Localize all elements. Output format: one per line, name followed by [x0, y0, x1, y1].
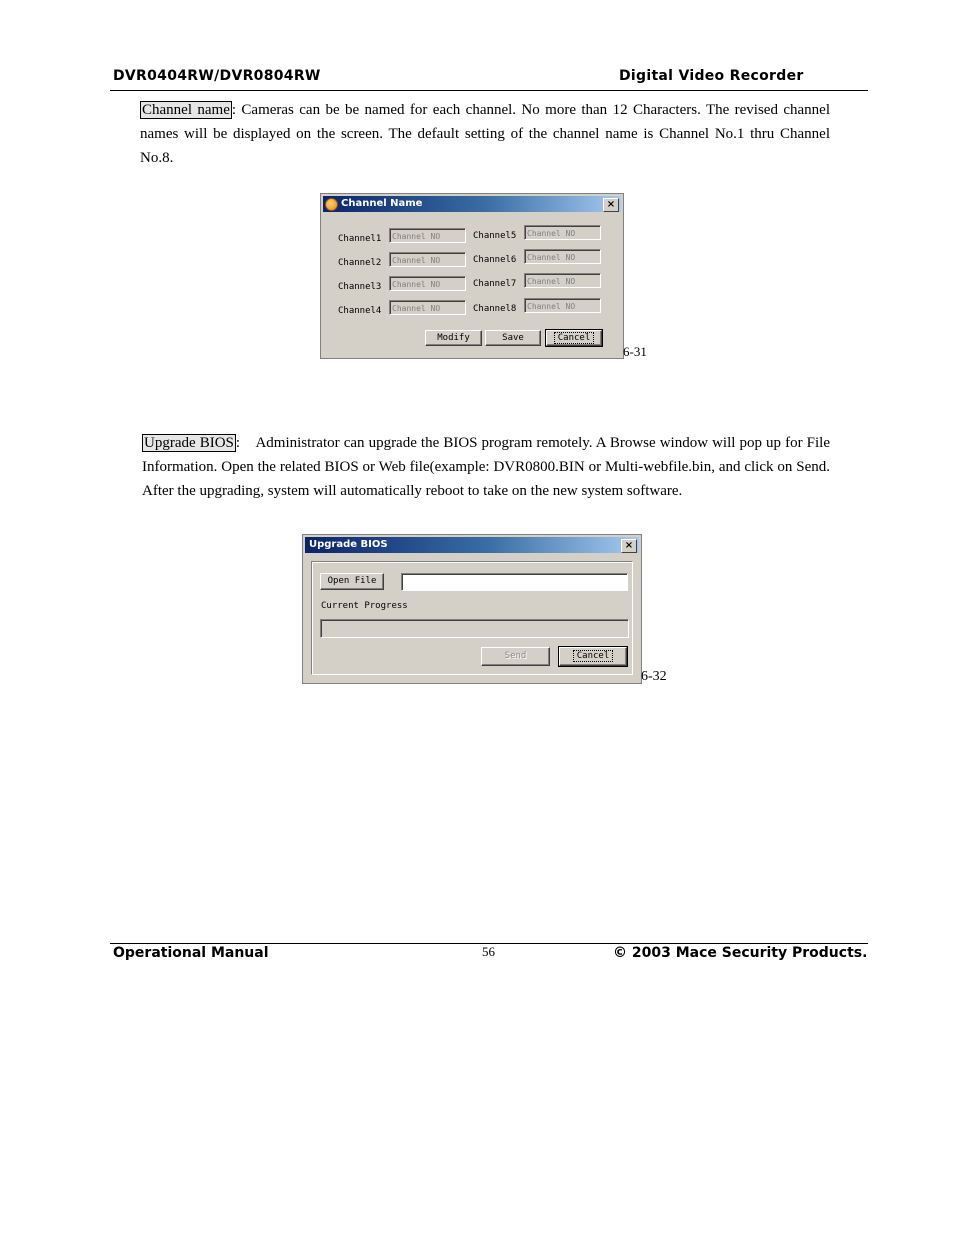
channel-name-paragraph: [140, 98, 830, 170]
cancel-button[interactable]: [546, 330, 602, 346]
progress-bar: [320, 619, 629, 638]
upgrade-bios-titlebar: [305, 537, 639, 553]
doc-header-title: Digital Video Recorder: [619, 68, 804, 84]
footer-manual: Operational Manual: [113, 945, 269, 961]
figure-caption-6-31: 6-31: [623, 344, 647, 359]
channel3-input[interactable]: Channel NO: [389, 276, 466, 291]
footer-copyright: © 2003 Mace Security Products.: [613, 945, 868, 961]
doc-header-model: DVR0404RW/DVR0804RW: [113, 68, 321, 84]
channel1-label: Channel1: [338, 234, 382, 244]
close-icon[interactable]: ×: [603, 198, 619, 212]
channel1-input[interactable]: Channel NO: [389, 228, 466, 243]
channel-name-dialog: [320, 193, 624, 359]
channel8-input[interactable]: Channel NO: [524, 298, 601, 313]
close-icon[interactable]: ×: [621, 539, 637, 553]
cancel-button[interactable]: [559, 647, 627, 666]
channel-name-sep: :: [231, 102, 237, 118]
modify-button[interactable]: Modify: [425, 330, 482, 346]
upgrade-bios-sep: :: [235, 435, 241, 451]
channel8-label: Channel8: [473, 304, 517, 314]
page-number: 56: [482, 944, 495, 959]
dialog-title: Channel Name: [341, 198, 423, 209]
channel4-input[interactable]: Channel NO: [389, 300, 466, 315]
cancel-button-label: Cancel: [554, 332, 595, 344]
channel6-input[interactable]: Channel NO: [524, 249, 601, 264]
channel6-label: Channel6: [473, 255, 517, 265]
channel7-label: Channel7: [473, 279, 517, 289]
figure-caption-6-32: 6-32: [641, 669, 667, 684]
upgrade-bios-text: Administrator can upgrade the BIOS program remotely. A Browse window will pop up for File Information. Open the related BIOS or Web file(example: DVR0800.BIN or Multi-webfile.bin, and click on Send. After the upgrading, system will automatically reboot to take on the new system software.: [142, 435, 834, 499]
upgrade-bios-term: Upgrade BIOS: [144, 435, 234, 451]
channel7-input[interactable]: Channel NO: [524, 273, 601, 288]
channel5-input[interactable]: Channel NO: [524, 225, 601, 240]
send-button[interactable]: Send: [481, 647, 550, 666]
header-rule: [110, 90, 868, 91]
upgrade-bios-dialog: [302, 534, 642, 684]
dialog-title: Upgrade BIOS: [309, 539, 388, 550]
file-path-input[interactable]: [401, 573, 628, 591]
current-progress-label: Current Progress: [321, 601, 408, 611]
channel2-label: Channel2: [338, 258, 382, 268]
channel5-label: Channel5: [473, 231, 517, 241]
save-button[interactable]: Save: [485, 330, 541, 346]
channel-name-term: Channel name: [142, 102, 230, 118]
open-file-button[interactable]: Open File: [320, 573, 384, 590]
channel2-input[interactable]: Channel NO: [389, 252, 466, 267]
channel-name-text: Cameras can be be named for each channel. No more than 12 Characters. The revised channel names will be displayed on the screen. The default setting of the channel name is Channel No.1 thru Channel No.8.: [140, 102, 830, 166]
upgrade-bios-paragraph: [142, 431, 834, 503]
channel4-label: Channel4: [338, 306, 382, 316]
channel3-label: Channel3: [338, 282, 382, 292]
channel-name-titlebar: [323, 196, 621, 212]
cancel-button-label: Cancel: [573, 650, 614, 662]
app-icon: [325, 198, 338, 211]
